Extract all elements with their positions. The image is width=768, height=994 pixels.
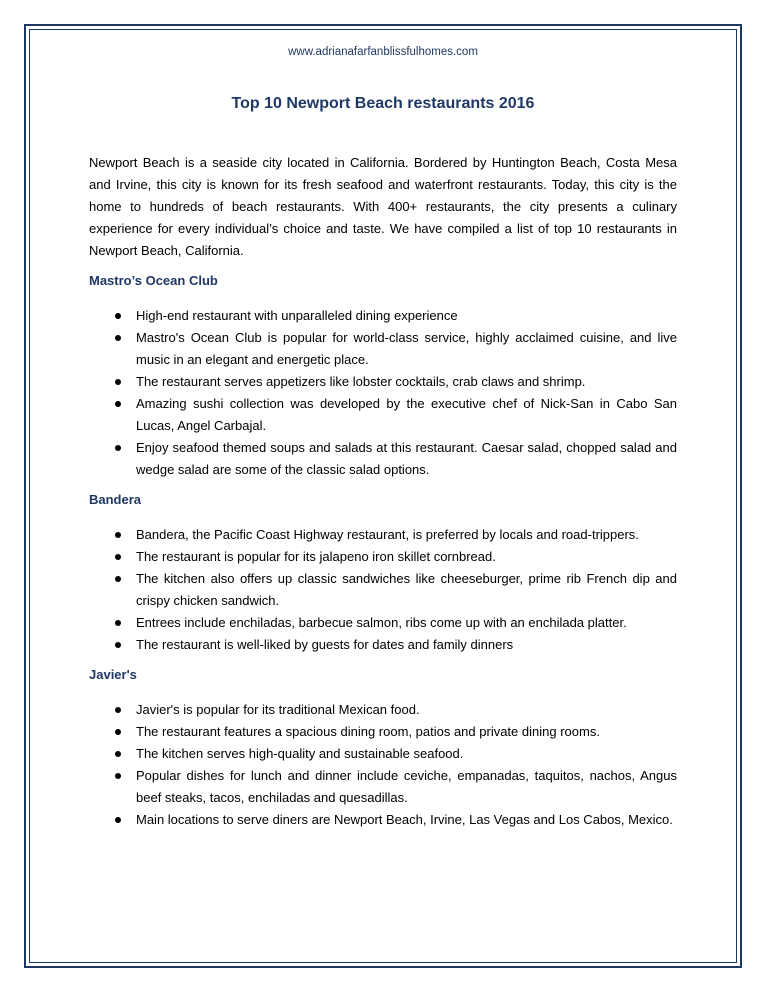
list-item-text: Mastro's Ocean Club is popular for world-class service, highly acclaimed cuisine, and live music in an elegant and energetic place. <box>136 330 677 367</box>
list-item <box>89 721 677 743</box>
bullet-list <box>89 699 677 831</box>
section-bandera <box>89 489 677 656</box>
section-heading: Javier's <box>89 667 137 682</box>
site-url-header: www.adrianafarfanblissfulhomes.com <box>288 46 478 58</box>
list-item <box>89 546 677 568</box>
list-item <box>89 524 677 546</box>
bullet-icon <box>115 401 121 407</box>
bullet-icon <box>115 335 121 341</box>
list-item <box>89 437 677 481</box>
bullet-icon <box>115 379 121 385</box>
bullet-icon <box>115 642 121 648</box>
page-content <box>89 44 677 831</box>
list-item <box>89 743 677 765</box>
list-item <box>89 634 677 656</box>
list-item <box>89 371 677 393</box>
bullet-list <box>89 524 677 656</box>
list-item-text: The restaurant is popular for its jalapeno iron skillet cornbread. <box>136 549 496 564</box>
bullet-icon <box>115 620 121 626</box>
list-item <box>89 568 677 612</box>
section-heading: Bandera <box>89 492 142 507</box>
list-item <box>89 765 677 809</box>
page-title: Top 10 Newport Beach restaurants 2016 <box>231 95 535 112</box>
bullet-icon <box>115 729 121 735</box>
section-mastros <box>89 270 677 481</box>
bullet-icon <box>115 445 121 451</box>
bullet-icon <box>115 773 121 779</box>
list-item <box>89 612 677 634</box>
list-item-text: High-end restaurant with unparalleled dining experience <box>136 308 458 323</box>
section-heading: Mastro’s Ocean Club <box>89 273 218 288</box>
list-item-text: Popular dishes for lunch and dinner include ceviche, empanadas, taquitos, nachos, Angus beef steaks, tacos, enchiladas and quesadillas. <box>136 768 677 805</box>
list-item-text: The restaurant is well-liked by guests for dates and family dinners <box>136 637 514 652</box>
list-item-text: Entrees include enchiladas, barbecue salmon, ribs come up with an enchilada platter. <box>136 615 627 630</box>
list-item <box>89 699 677 721</box>
list-item-text: Amazing sushi collection was developed by the executive chef of Nick-San in Cabo San Lucas, Angel Carbajal. <box>136 396 677 433</box>
list-item-text: The kitchen also offers up classic sandwiches like cheeseburger, prime rib French dip and crispy chicken sandwich. <box>136 571 677 608</box>
section-javiers <box>89 664 677 831</box>
bullet-icon <box>115 313 121 319</box>
bullet-icon <box>115 751 121 757</box>
bullet-icon <box>115 532 121 538</box>
list-item <box>89 809 677 831</box>
bullet-icon <box>115 707 121 713</box>
bullet-icon <box>115 576 121 582</box>
intro-paragraph: Newport Beach is a seaside city located in California. Bordered by Huntington Beach, Costa Mesa and Irvine, this city is known for its fresh seafood and waterfront restaurants. Today, this city is the home to hundreds of beach restaurants. With 400+ restaurants, the city presents a culinary experience for every individual’s choice and taste. We have compiled a list of top 10 restaurants in Newport Beach, California. <box>89 155 677 258</box>
list-item-text: The restaurant features a spacious dining room, patios and private dining rooms. <box>136 724 600 739</box>
list-item-text: Enjoy seafood themed soups and salads at this restaurant. Caesar salad, chopped salad and wedge salad are some of the classic salad options. <box>136 440 677 477</box>
list-item-text: The restaurant serves appetizers like lobster cocktails, crab claws and shrimp. <box>136 374 586 389</box>
bullet-list <box>89 305 677 481</box>
list-item <box>89 327 677 371</box>
list-item-text: Main locations to serve diners are Newport Beach, Irvine, Las Vegas and Los Cabos, Mexico. <box>136 812 673 827</box>
bullet-icon <box>115 817 121 823</box>
list-item <box>89 305 677 327</box>
list-item <box>89 393 677 437</box>
list-item-text: Bandera, the Pacific Coast Highway restaurant, is preferred by locals and road-trippers. <box>136 527 639 542</box>
list-item-text: Javier's is popular for its traditional Mexican food. <box>136 702 420 717</box>
list-item-text: The kitchen serves high-quality and sustainable seafood. <box>136 746 464 761</box>
bullet-icon <box>115 554 121 560</box>
